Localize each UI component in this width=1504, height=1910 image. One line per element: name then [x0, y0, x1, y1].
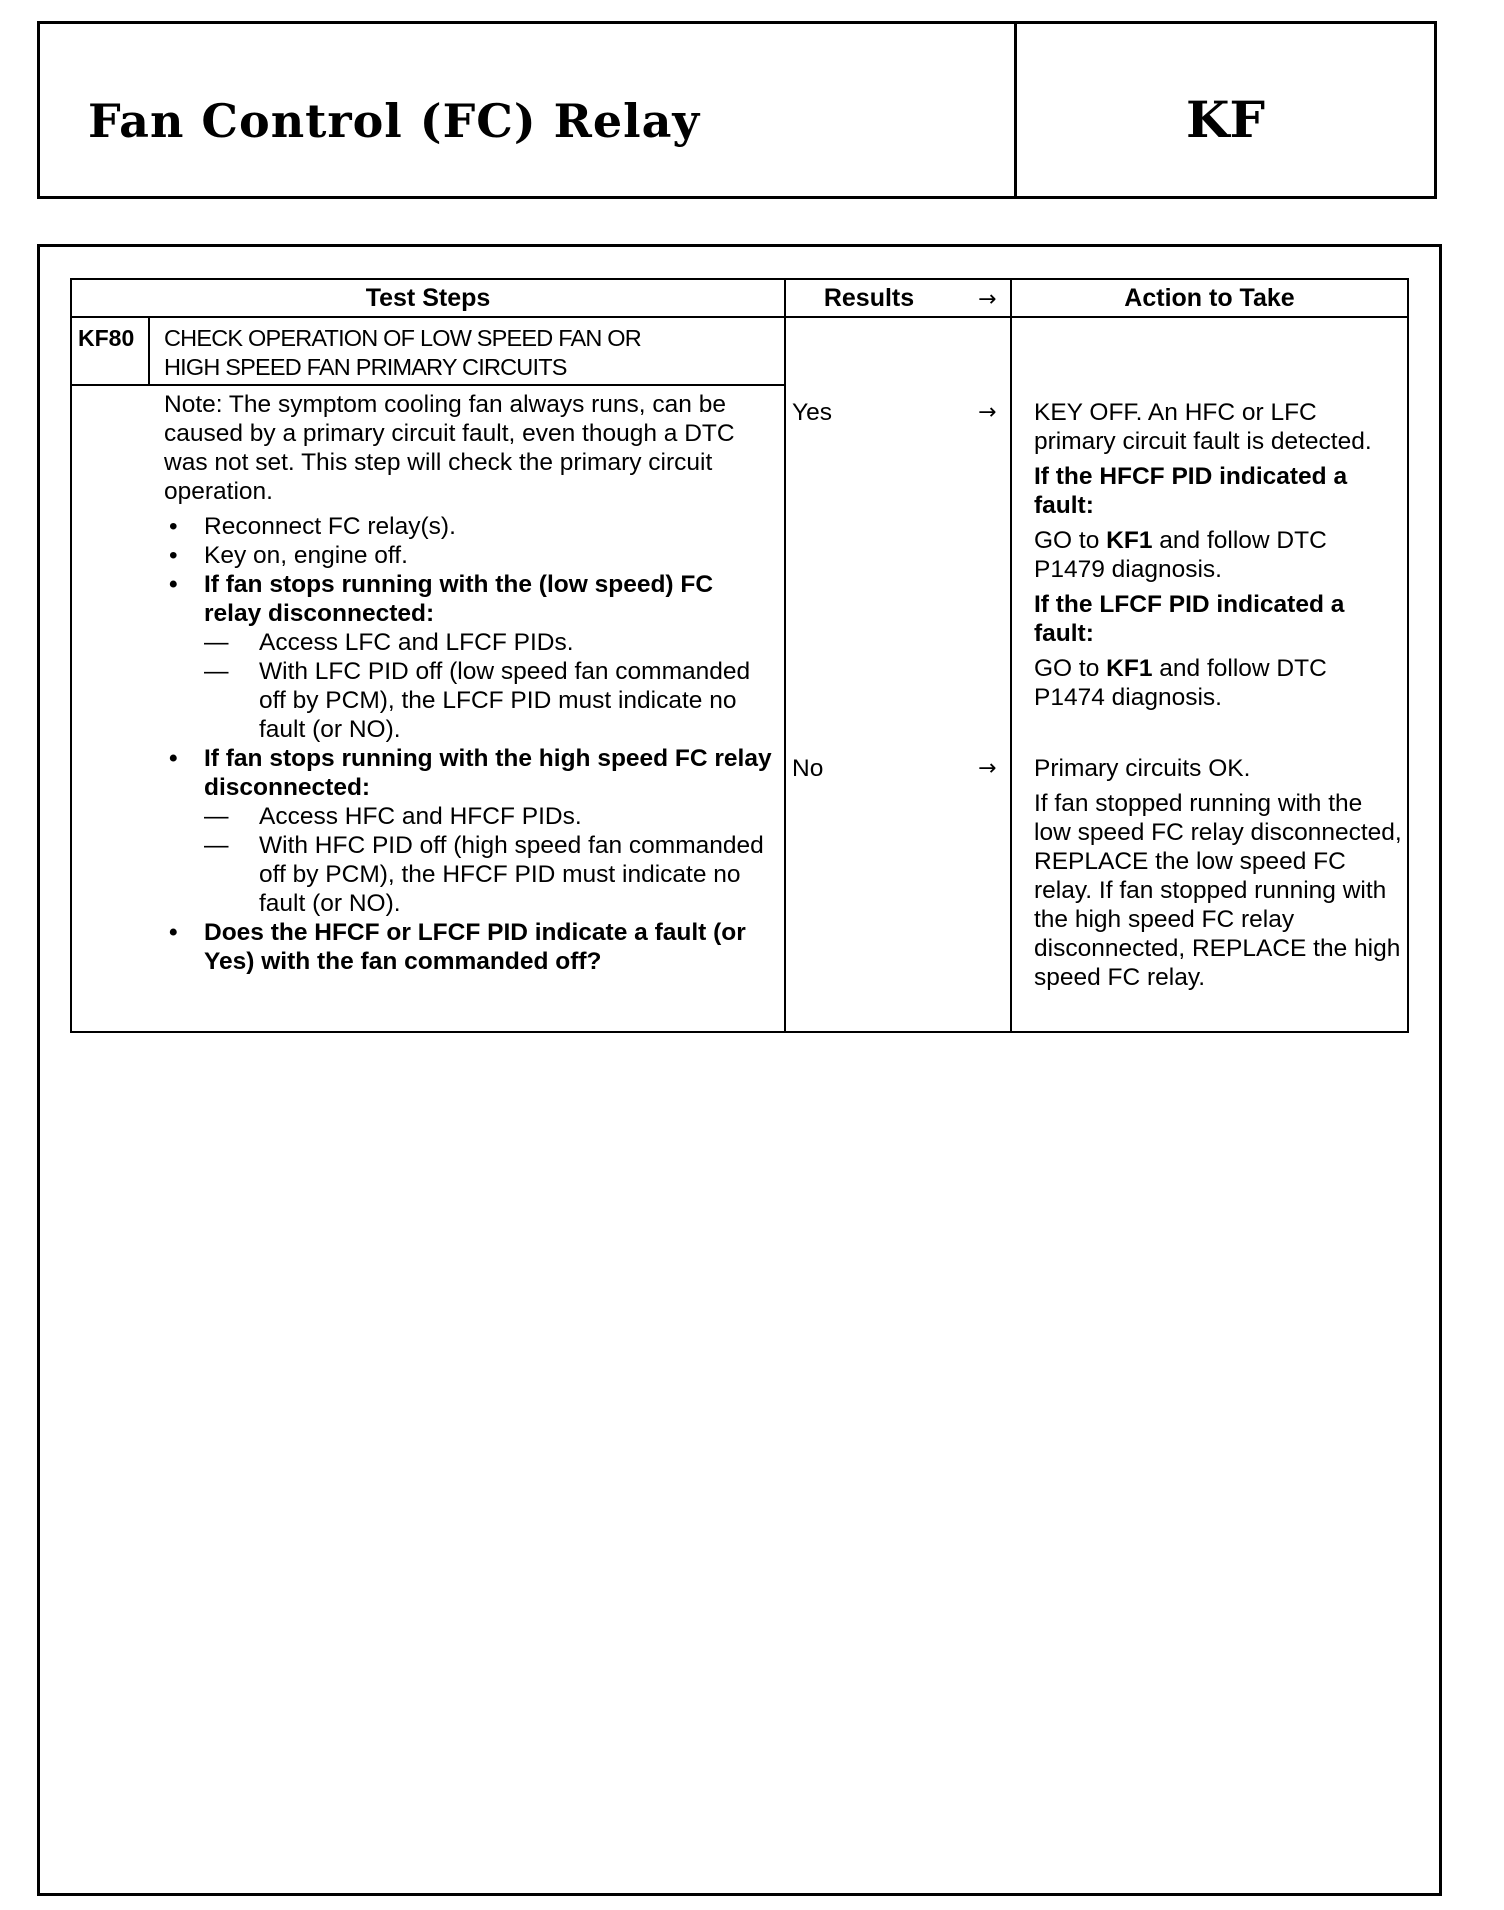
column-header-action: Action to Take	[1124, 284, 1295, 312]
column-divider-results	[784, 280, 786, 1031]
list-item: • If fan stops running with the high speed FC relay disconnected:	[169, 745, 772, 801]
bullet-icon: •	[169, 919, 178, 946]
column-header-test-steps: Test Steps	[365, 284, 491, 312]
list-item: • Key on, engine off.	[169, 542, 408, 569]
step-note: Note: The symptom cooling fan always runs, can be caused by a primary circuit fault, even though a DTC was not set. This step will check the primary circuit operation.	[164, 391, 735, 505]
step-title-line-2: HIGH SPEED FAN PRIMARY CIRCUITS	[164, 354, 567, 380]
bullet-icon: •	[169, 571, 178, 598]
step-id: KF80	[78, 325, 135, 351]
link-kf1: KF1	[1106, 655, 1153, 682]
arrow-icon: →	[978, 400, 997, 425]
step-title-line-1: CHECK OPERATION OF LOW SPEED FAN OR	[164, 325, 641, 351]
action-yes-goto-p1474: GO to KF1 and follow DTC P1474 diagnosis.	[1034, 655, 1327, 711]
list-item: • Does the HFCF or LFCF PID indicate a fault (or Yes) with the fan commanded off?	[169, 919, 746, 975]
dash-icon: —	[204, 629, 229, 656]
step-title	[164, 324, 764, 382]
page-header	[37, 21, 1437, 199]
column-header-results: Results	[823, 284, 915, 312]
sub-list-item: — With HFC PID off (high speed fan commanded off by PCM), the HFCF PID must indicate no fault (or NO).	[204, 832, 764, 917]
action-no-text: Primary circuits OK.	[1034, 755, 1251, 782]
bullet-icon: •	[169, 542, 178, 569]
list-item: • If fan stops running with the (low speed) FC relay disconnected:	[169, 571, 714, 627]
page-title: Fan Control (FC) Relay	[88, 94, 701, 148]
sub-list-item: — Access HFC and HFCF PIDs.	[204, 803, 582, 830]
sub-list-item: — With LFC PID off (low speed fan commanded off by PCM), the LFCF PID must indicate no fault (or NO).	[204, 658, 751, 743]
action-yes-text: KEY OFF. An HFC or LFC primary circuit fault is detected.	[1034, 399, 1372, 455]
step-title-divider	[72, 384, 784, 386]
link-kf1: KF1	[1106, 527, 1153, 554]
section-code: KF	[1186, 90, 1265, 149]
action-yes-condition-hfcf: If the HFCF PID indicated a fault:	[1034, 463, 1348, 519]
dash-icon: —	[204, 803, 229, 830]
result-yes: Yes	[792, 399, 832, 426]
dash-icon: —	[204, 832, 229, 859]
action-yes-goto-p1479: GO to KF1 and follow DTC P1479 diagnosis.	[1034, 527, 1327, 583]
dash-icon: —	[204, 658, 229, 685]
list-item: • Reconnect FC relay(s).	[169, 513, 456, 540]
test-steps-table	[70, 278, 1409, 1033]
action-no-replace: If fan stopped running with the low speed FC relay disconnected, REPLACE the low speed FC relay. If fan stopped running with the high speed FC relay disconnected, REPLACE the high speed FC relay.	[1034, 790, 1402, 991]
action-yes	[1034, 398, 1404, 718]
step-body	[164, 390, 774, 976]
sub-list-item: — Access LFC and LFCF PIDs.	[204, 629, 574, 656]
header-row-divider	[72, 316, 1407, 318]
arrow-icon: →	[978, 287, 997, 312]
action-yes-condition-lfcf: If the LFCF PID indicated a fault:	[1034, 591, 1345, 647]
bullet-icon: •	[169, 745, 178, 772]
column-divider-action	[1010, 280, 1012, 1031]
bullet-icon: •	[169, 513, 178, 540]
action-no	[1034, 754, 1404, 998]
result-no: No	[792, 755, 824, 782]
arrow-icon: →	[978, 756, 997, 781]
step-id-divider	[148, 318, 150, 386]
